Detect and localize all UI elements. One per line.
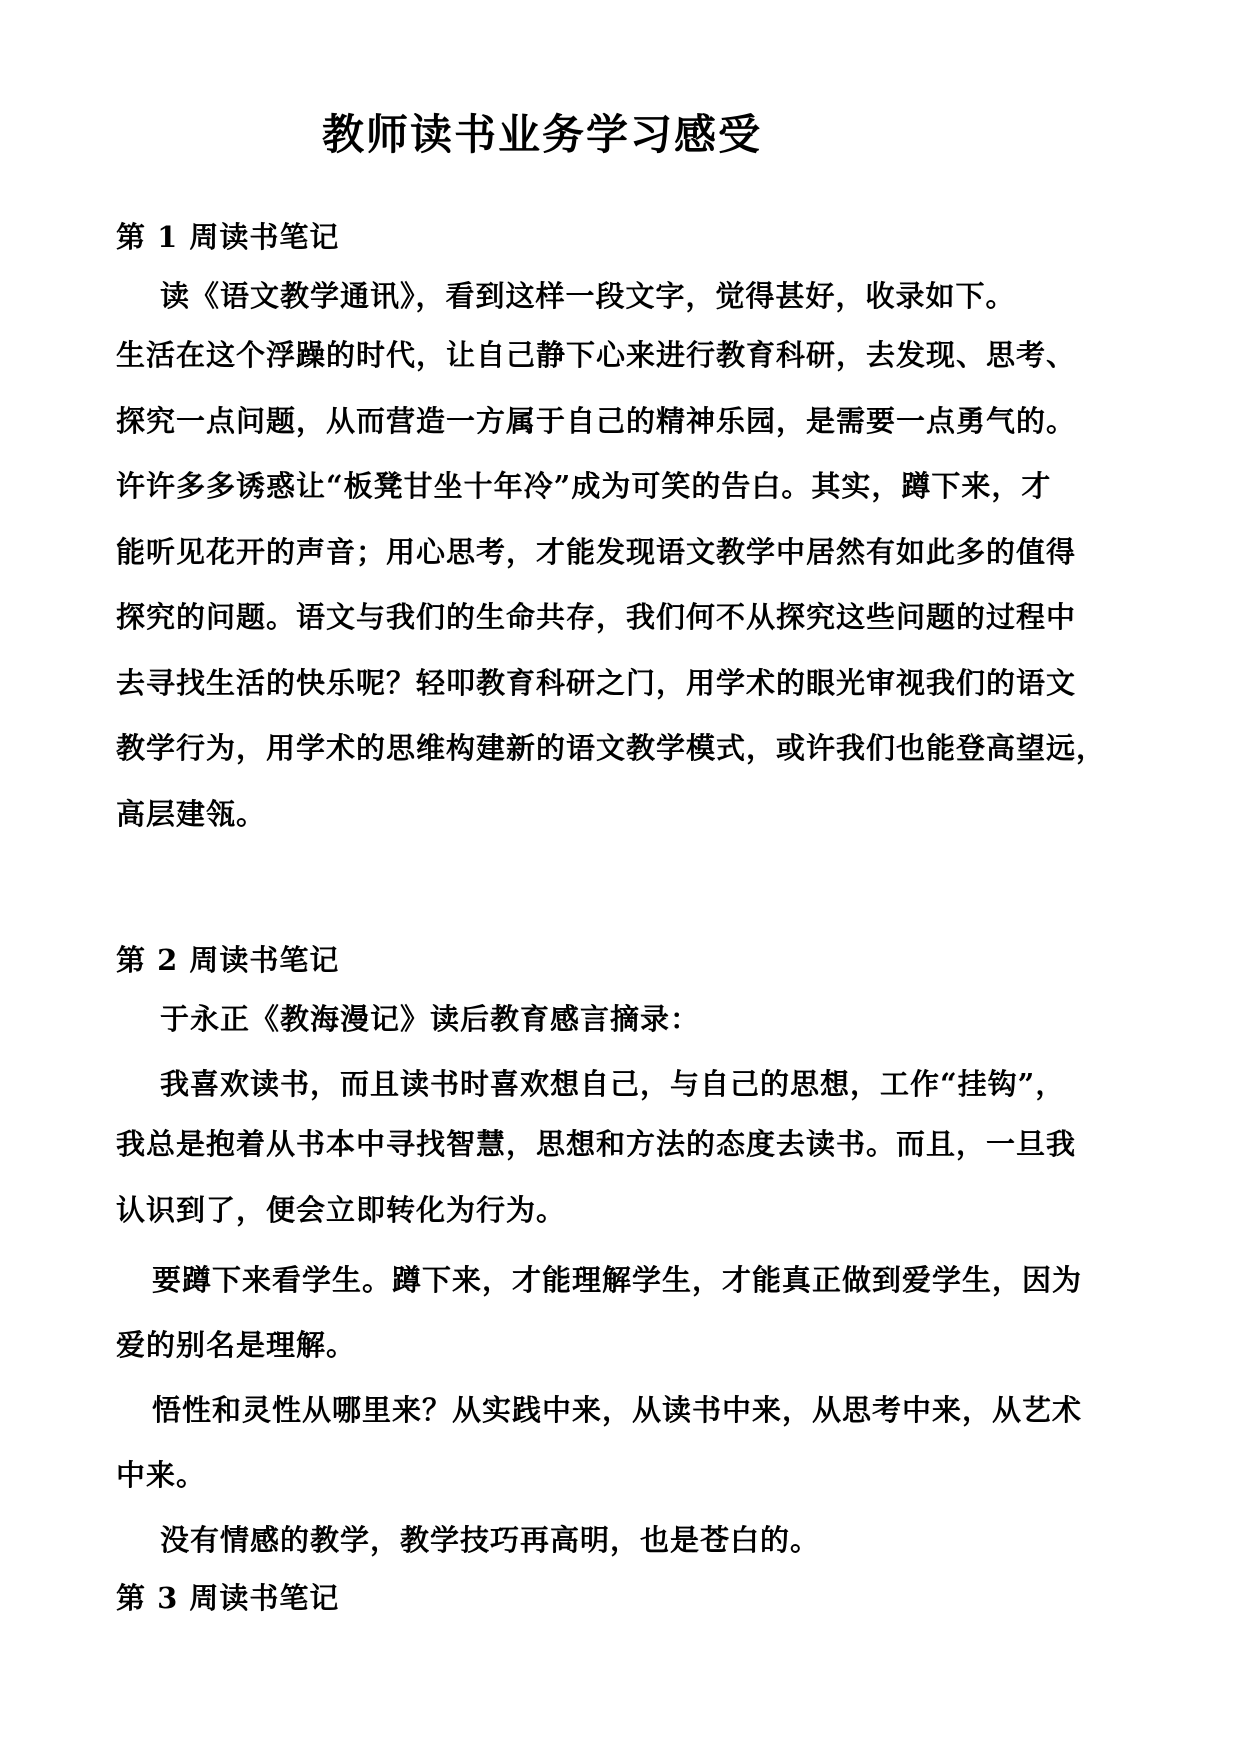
week2-intro: 于永正《教海漫记》读后教育感言摘录： — [160, 1002, 701, 1036]
week1-line: 许许多多诱惑让“板凳甘坐十年冷”成为可笑的告白。其实，蹲下来，才 — [116, 469, 1052, 503]
week1-line: 探究一点问题，从而营造一方属于自己的精神乐园，是需要一点勇气的。 — [116, 403, 1077, 438]
week1-heading: 第 1 周读书笔记 — [116, 220, 340, 254]
week2-p1-line: 我总是抱着从书本中寻找智慧，思想和方法的态度去读书。而且，一旦我 — [116, 1127, 1077, 1161]
week1-line: 生活在这个浮躁的时代，让自己静下心来进行教育科研，去发现、思考、 — [116, 338, 1077, 372]
week3-heading: 第 3 周读书笔记 — [116, 1581, 340, 1615]
document-title: 教师读书业务学习感受 — [322, 110, 763, 159]
week1-body — [116, 323, 1106, 847]
week1-line: 探究的问题。语文与我们的生命共存，我们何不从探究这些问题的过程中 — [116, 600, 1077, 634]
week1-line: 去寻找生活的快乐呢？轻叩教育科研之门，用学术的眼光审视我们的语文 — [116, 665, 1077, 700]
week2-p1-first: 我喜欢读书，而且读书时喜欢想自己，与自己的思想，工作“挂钩”， — [160, 1067, 1066, 1101]
week2-heading: 第 2 周读书笔记 — [116, 943, 340, 977]
week1-line: 教学行为，用学术的思维构建新的语文教学模式，或许我们也能登高望远， — [116, 731, 1107, 765]
week2-p3-rest: 中来。 — [116, 1458, 207, 1492]
week1-intro: 读《语文教学通讯》，看到这样一段文字，觉得甚好，收录如下。 — [160, 279, 1016, 313]
week2-p2-rest: 爱的别名是理解。 — [116, 1328, 357, 1362]
week2-p4: 没有情感的教学，教学技巧再高明，也是苍白的。 — [160, 1523, 821, 1557]
week2-p1-rest — [116, 1112, 1076, 1243]
week2-p3-first: 悟性和灵性从哪里来？从实践中来，从读书中来，从思考中来，从艺术 — [152, 1393, 1083, 1427]
week2-p2-first: 要蹲下来看学生。蹲下来，才能理解学生，才能真正做到爱学生，因为 — [152, 1263, 1083, 1297]
week1-line: 能听见花开的声音；用心思考，才能发现语文教学中居然有如此多的值得 — [116, 534, 1077, 569]
week2-p1-line: 认识到了，便会立即转化为行为。 — [116, 1192, 567, 1227]
week1-line: 高层建瓴。 — [116, 796, 267, 831]
